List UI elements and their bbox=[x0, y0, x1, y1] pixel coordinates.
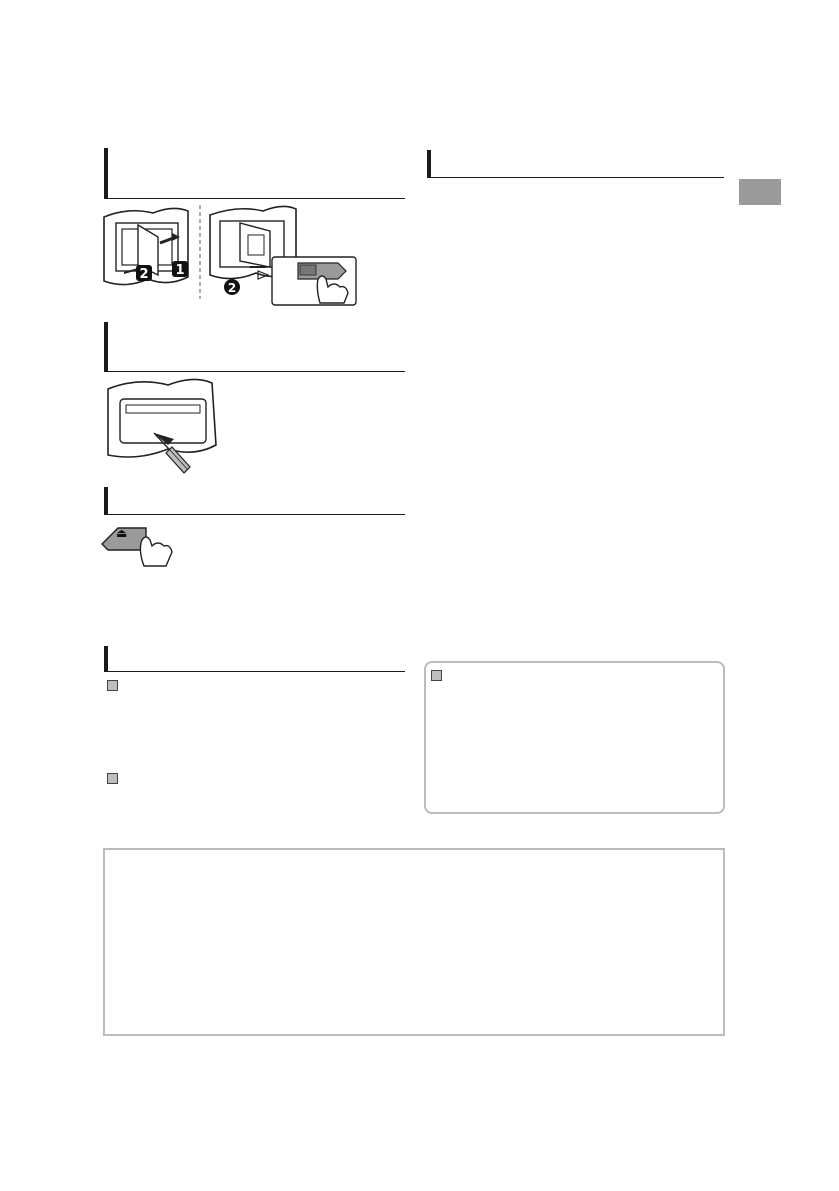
language-tab bbox=[739, 179, 781, 205]
section-header-reset bbox=[104, 322, 405, 372]
section-header-detach bbox=[104, 148, 405, 199]
step-2-badge-left: 2 bbox=[139, 267, 149, 282]
detach-faceplate-illustration bbox=[98, 203, 398, 313]
section-header-right bbox=[427, 150, 724, 178]
eject-button-press-illustration bbox=[100, 520, 180, 570]
bullet-marker-2 bbox=[107, 773, 118, 784]
section-header-eject bbox=[104, 487, 405, 515]
step-1-badge-left: 1 bbox=[175, 263, 185, 278]
step-2-badge-right: 2 bbox=[227, 281, 237, 295]
eject-icon: ⏏ bbox=[116, 526, 128, 540]
bullet-marker-1 bbox=[107, 680, 118, 691]
section-header-4 bbox=[104, 646, 405, 672]
note-bullet-marker bbox=[431, 670, 442, 681]
note-box bbox=[424, 661, 725, 814]
reset-button-pen-illustration bbox=[98, 375, 228, 475]
bottom-info-box bbox=[103, 848, 725, 1036]
